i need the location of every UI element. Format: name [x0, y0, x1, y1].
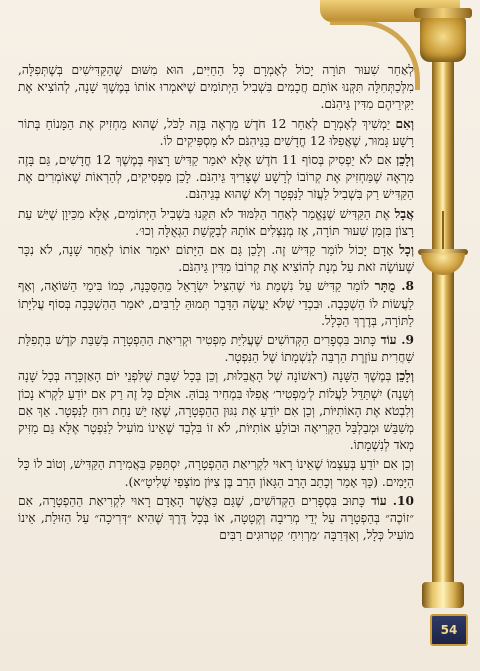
paragraph-text: אֶת הַקַּדִּישׁ שֶׁנֶּאֱמַר לְאַחַר הַלִּמּוּד לֹא תִּקְּנוּ בִּשְׁבִיל הַיְּתוֹמִים, אֶלָּא מִכֵּיוָן שֶׁיֵּשׁ עֵת רָצוֹן בִּזְמַן שִׁעוּר תּוֹרָה, אָז מְנַצְּלִים אוֹתָהּ לְבַקָּשַׁת הַגְּאֻלָּה וְכוּ׳.	[18, 206, 414, 238]
paragraph-text: כָּתוּב בִּסְפָרִים הַקְּדוֹשִׁים, שֶׁגַּם כַּאֲשֶׁר הָאָדָם רָאוּי לִקְרִיאַת הַהַפְטָרָה, אִם ״זוֹכֶה״ בְּהַפְטָרָה עַל יְדֵי מְרִיבָה וְקְטָטָה, אוֹ בְּכָל דֶּרֶךְ שֶׁהִיא ״דְּרִיכָה״ עַל הַזּוּלַת, אֵינוֹ מוֹעִיל כְּלָל, וְאַדְּרַבָּה ׳מַרְוִיחַ׳ קִטְרוּגִים רַבִּים	[18, 493, 414, 543]
paragraph-2	[18, 116, 414, 150]
paragraph-lead: 8. מֻתָּר	[374, 279, 414, 294]
paragraph-3	[18, 152, 414, 204]
paragraph-lead: וְלָכֵן	[396, 153, 414, 168]
paragraph-1	[18, 62, 414, 114]
body-text	[18, 62, 414, 666]
column-capital	[420, 16, 466, 62]
paragraph-5	[18, 242, 414, 276]
page-number: 54	[430, 614, 468, 646]
paragraph-lead: וְאִם	[395, 116, 414, 131]
oil-lamp-icon	[418, 241, 468, 277]
paragraph-lead: 9. עוֹד	[380, 333, 414, 348]
paragraph-text: וְכֵן אִם יוֹדֵעַ בְּעַצְמוֹ שֶׁאֵינוֹ רָאוּי לִקְרִיאַת הַהַפְטָרָה, יִסְתַּפֵּק בַּאֲמִירַת הַקַּדִּישׁ, וְטוֹב לוֹ כָּל הַיָּמִים. (כָּךְ אָמַר וְכָתַב הָרַב הַגָּאוֹן הָרַב בֶּן צִיּוֹן מוֹצָפִי שְׁלִיטָ״א).	[18, 457, 414, 489]
paragraph-text: בְּמֶשֶׁךְ הַשָּׁנָה (רִאשׁוֹנָה שֶׁל הָאֲבֵלוּת, וְכֵן בְּכָל שַׁבַּת שֶׁלִּפְנֵי יוֹם הָאַזְכָּרָה בְּכָל שָׁנָה וְשָׁנָה) יִשְׁתַּדֵּל לַעֲלוֹת לְ׳מַפְטִיר׳ אֲפִלּוּ בִּמְחִיר גָּבוֹהַּ. אוּלָם כָּל זֶה רַק אִם יוֹדֵעַ לִקְרֹא נָכוֹן וְלִבְטֹא אֶת הָאוֹתִיּוֹת, וְכֵן אִם יוֹדֵעַ אֶת נִגּוּן הַהַפְטָרָה, שֶׁאָז יֵשׁ נַחַת רוּחַ לַנִּפְטָר. אַךְ אִם מְשַׁבֵּשׁ וּמְבַלְבֵּל הַקְּרִיאָה וּבוֹלֵעַ אוֹתִיּוֹת, לֹא זוֹ בִּלְבַד שֶׁאֵינוֹ מוֹעִיל לַנִּפְטָר אֶלָּא גַּם מַזִּיק מְאֹד לְנִשְׁמָתוֹ.	[18, 369, 414, 453]
paragraph-6	[18, 278, 414, 330]
paragraph-text: כָּתוּב בִּסְפָרִים הַקְּדוֹשִׁים שֶׁעֲלִיַּת מַפְטִיר וּקְרִיאַת הַהַפְטָרָה בְּשַׁבַּת קֹדֶשׁ בִּתְפִלַּת שַׁחֲרִית עוֹזֶרֶת הַרְבֵּה לְנִשְׁמָתוֹ שֶׁל הַנִּפְטָר.	[18, 333, 414, 365]
paragraph-10	[18, 493, 414, 545]
paragraph-text: לוֹמַר קַדִּישׁ עַל נִשְׁמַת גּוֹי שֶׁהִצִּיל יִשְׂרָאֵל מֵהַסַּכָּנָה, כְּמוֹ בִּימֵי הַשּׁוֹאָה, וְאַף לַעֲשׂוֹת לוֹ הַשְׁכָּבָה. וּבִכְדֵי שֶׁלֹּא יַעֲשֶׂה הַדָּבָר תְּמוּהַּ לָרַבִּים, יֹאמַר הַהַשְׁכָּבָה בְּסוֹף עֲלִיָּתוֹ לַתּוֹרָה, בְּדֶרֶךְ הַכְּלָל.	[18, 279, 414, 328]
paragraph-lead: וְלָכֵן	[396, 369, 414, 384]
column-base	[422, 582, 464, 608]
paragraph-lead: וְכָל	[399, 243, 414, 258]
paragraph-text: אָדָם יָכוֹל לוֹמַר קַדִּישׁ זֶה. וְלָכֵן גַּם אִם הַיָּתוֹם יֹאמַר אוֹתוֹ לְאַחַר שָׁנָה, לֹא נִכָּר שֶׁעוֹשֶׂה זֹאת עַל מְנָת לְהוֹצִיא אֶת קְרוֹבוֹ מִדִּין גֵּיהִנֹּם.	[18, 243, 414, 275]
column-shaft	[432, 62, 454, 582]
paragraph-text: אִם לֹא יַפְסִיק בְּסוֹף 11 חֹדֶשׁ אֶלָּא יֹאמַר קַדִּישׁ רָצוּף בְּמֶשֶׁךְ 12 חֳדָשִׁים, גַּם בָּזֶה מַרְאֶה שֶׁמַּחְזִיק אֶת קְרוֹבוֹ לְרָשָׁע שֶׁצָּרִיךְ גֵּיהִנֹּם. לָכֵן מַפְסִיקִים, לְהַרְאוֹת שֶׁאוֹמְרִים אֶת הַקַּדִּישׁ רַק בִּשְׁבִיל לַעֲזֹר לַנִּפְטָר וְלֹא שֶׁהוּא בְּגֵיהִנֹּם.	[18, 153, 414, 202]
golden-column	[414, 6, 472, 661]
paragraph-text: לְאַחַר שִׁעוּר תּוֹרָה יָכוֹל לְאָמְרָם כָּל הַחַיִּים, הוּא מִשּׁוּם שֶׁהַקַּדִּישִׁים בְּשֶׁתְּפִלָּה, מִלְּכַתְּחִלָּה תִּקְּנוּ אוֹתָם חֲכָמִים בִּשְׁבִיל הַיְּתוֹמִים שֶׁיֹּאמְרוּ אוֹתוֹ בְּמֶשֶׁךְ שָׁנָה, לְהוֹצִיא אֶת יַקִּירֵיהֶם מִדִּין גֵּיהִנֹּם.	[18, 63, 414, 112]
paragraph-9	[18, 456, 414, 490]
paragraph-4	[18, 206, 414, 240]
paragraph-lead: 10. עוֹד	[370, 493, 414, 508]
paragraph-text: יַמְשִׁיךְ לְאָמְרָם לְאַחַר 12 חֹדֶשׁ מַרְאֶה בָּזֶה לַכֹּל, שֶׁהוּא מַחְזִיק אֶת הַמָּנוֹחַ בְּתוֹר רָשָׁע גָּמוּר, שֶׁאֲפִלּוּ 12 חֳדָשִׁים בַּגֵּיהִנֹּם לֹא מַסְפִּיקִים לוֹ.	[18, 116, 414, 148]
paragraph-lead: אֲבָל	[394, 206, 414, 221]
paragraph-8	[18, 368, 414, 454]
paragraph-7	[18, 332, 414, 366]
